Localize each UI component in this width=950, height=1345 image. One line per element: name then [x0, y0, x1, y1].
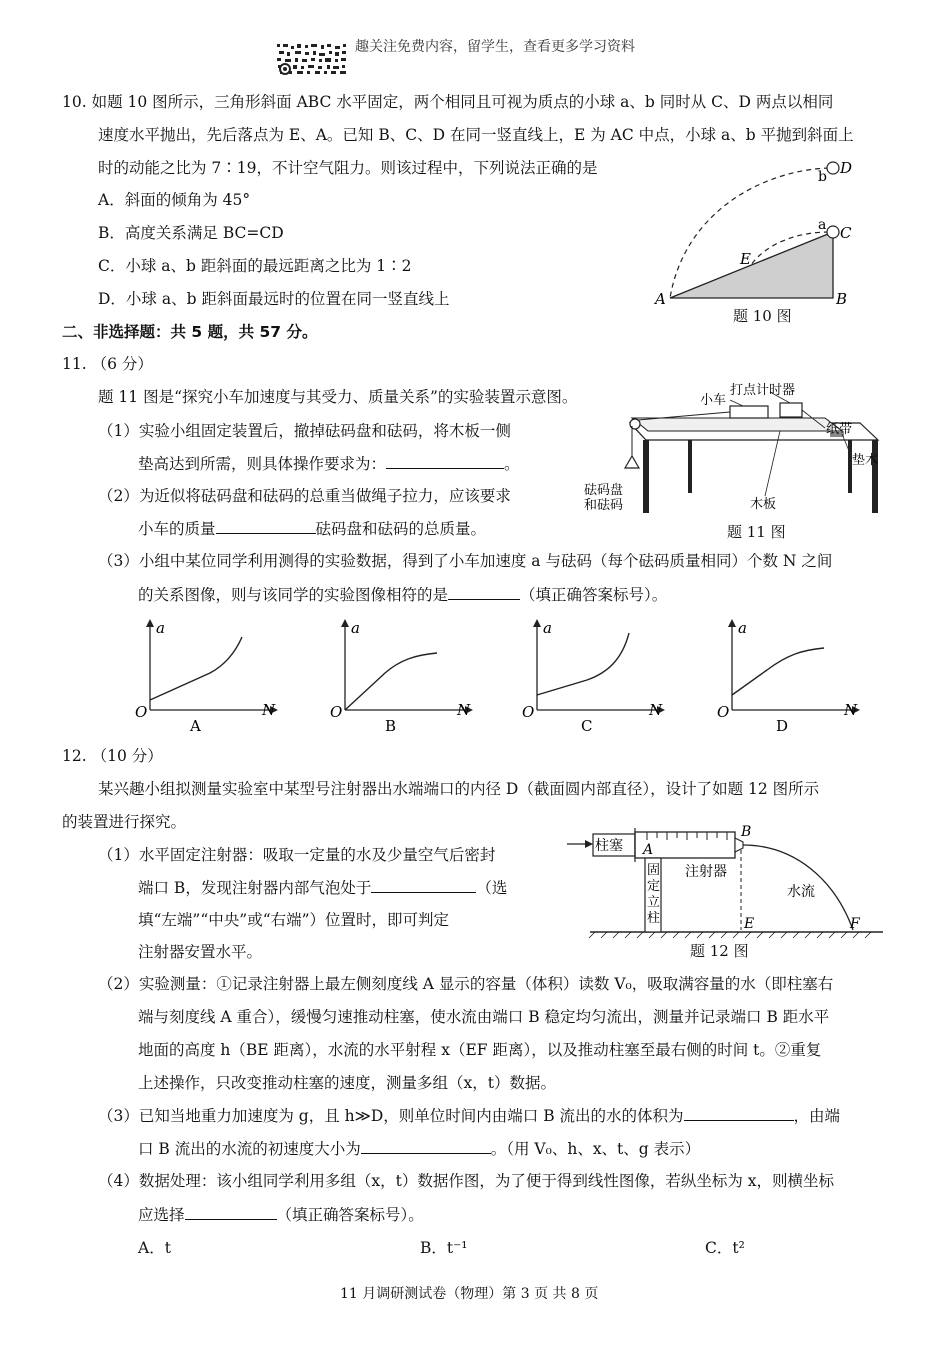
graph-C-origin: O: [522, 703, 535, 721]
q12-figure: [565, 820, 890, 940]
graph-D-xlabel: N: [844, 701, 858, 719]
q11-part3-line-1: （3）小组中某位同学利用测得的实验数据，得到了小车加速度 a 与砝码（每个砝码质量相同）个数 N 之间: [98, 552, 833, 570]
label-D: D: [840, 159, 853, 177]
board: [632, 418, 842, 431]
label-water: 水流: [787, 884, 815, 900]
label-tape: 纸带: [826, 422, 853, 437]
qr-code: [275, 42, 349, 76]
q12-part2-line-4: 上述操作，只改变推动柱塞的速度，测量多组（x，t）数据。: [138, 1074, 556, 1092]
label-E: E: [744, 916, 755, 932]
label-plunger: 柱塞: [595, 838, 623, 854]
incline-triangle: [670, 232, 833, 298]
q11-graph-C: [517, 615, 667, 735]
q11-head: 11. （6 分）: [62, 355, 153, 373]
q12-intro-line-2: 的装置进行探究。: [62, 813, 187, 831]
q12-option-b: B．t⁻¹: [420, 1239, 468, 1257]
q11-intro: 题 11 图是“探究小车加速度与其受力、质量关系”的实验装置示意图。: [98, 388, 578, 406]
q12-part3-line-2: 口 B 流出的水流的初速度大小为 。（用 V₀、h、x、t、g 表示）: [138, 1137, 700, 1160]
label-A: A: [643, 842, 654, 858]
label-pad: 垫木: [852, 453, 879, 468]
ball-a: [827, 226, 839, 238]
q10-stem-line-3: 时的动能之比为 7∶19，不计空气阻力。则该过程中，下列说法正确的是: [98, 159, 598, 177]
q12-head: 12. （10 分）: [62, 747, 163, 765]
cart: [730, 406, 768, 418]
q10-stem-line-2: 速度水平抛出，先后落点为 E、A。已知 B、C、D 在同一竖直线上，E 为 AC 中点，小球 a、b 平抛到斜面上: [98, 126, 854, 144]
q11-figure-caption: 题 11 图: [727, 523, 786, 541]
q12-part2-line-2: 端与刻度线 A 重合），缓慢匀速推动柱塞，使水流由端口 B 稳定均匀流出，测量并记录端口 B 距水平: [138, 1008, 830, 1026]
graph-A-ylabel: a: [156, 619, 165, 637]
label-A: A: [655, 290, 666, 308]
weights: [625, 456, 639, 468]
q12-figure-caption: 题 12 图: [690, 942, 749, 960]
q12-part1-line-2: 端口 B，发现注射器内部气泡处于 （选: [138, 876, 507, 899]
label-a: a: [818, 217, 827, 233]
q12-intro-line-1: 某兴趣小组拟测量实验室中某型号注射器出水端端口的内径 D（截面圆内部直径），设计了如题 12 图所示: [98, 780, 820, 798]
timer: [780, 403, 802, 417]
answer-blank-q12-3[interactable]: [361, 1137, 491, 1154]
label-B: B: [741, 824, 752, 840]
label-E: E: [740, 250, 751, 268]
q10-option-d: D．小球 a、b 距斜面最远时的位置在同一竖直线上: [98, 290, 450, 308]
graph-B-origin: O: [330, 703, 343, 721]
q11-figure: [580, 378, 890, 528]
graph-A-label: A: [190, 717, 201, 735]
q12-part2-line-1: （2）实验测量：①记录注射器上最左侧刻度线 A 显示的容量（体积）读数 V₀，吸取满容量的水（即柱塞右: [98, 975, 834, 993]
q12-part1-line-4: 注射器安置水平。: [138, 943, 263, 961]
graph-C-xlabel: N: [649, 701, 663, 719]
graph-A-origin: O: [135, 703, 148, 721]
q12-part4-line-2: 应选择 （填正确答案标号）。: [138, 1203, 424, 1226]
page-footer: 11 月调研测试卷（物理）第 3 页 共 8 页: [340, 1286, 599, 1302]
answer-blank-q12-2[interactable]: [684, 1104, 794, 1121]
graph-C-ylabel: a: [543, 619, 552, 637]
label-timer: 打点计时器: [730, 383, 796, 398]
q10-option-c: C．小球 a、b 距斜面的最远距离之比为 1∶2: [98, 257, 412, 275]
graph-B-ylabel: a: [351, 619, 360, 637]
label-stand-4: 柱: [647, 911, 661, 926]
q11-part2-line-2: 小车的质量 砝码盘和砝码的总质量。: [138, 517, 486, 540]
q12-part1-line-3: 填“左端”“中央”或“右端”）位置时，即可判定: [138, 911, 450, 929]
q10-figure-caption: 题 10 图: [733, 307, 792, 325]
q10-option-b: B．高度关系满足 BC=CD: [98, 224, 284, 242]
q11-part3-line-2: 的关系图像，则与该同学的实验图像相符的是 （填正确答案标号）。: [138, 583, 667, 606]
q10-figure: [645, 150, 875, 330]
label-weights-1: 砝码盘: [584, 483, 624, 498]
label-cart: 小车: [700, 393, 727, 408]
q12-part3-line-1: （3）已知当地重力加速度为 g，且 h≫D，则单位时间内由端口 B 流出的水的体积为 ，由端: [98, 1104, 840, 1127]
q12-option-c: C．t²: [705, 1239, 745, 1257]
label-board: 木板: [750, 497, 777, 512]
q11-part1-line-2: 垫高达到所需，则具体操作要求为： 。: [138, 452, 520, 475]
graph-A-xlabel: N: [262, 701, 276, 719]
label-stand-3: 立: [647, 895, 661, 910]
graph-B-label: B: [385, 717, 397, 735]
q11-graph-D: [712, 615, 862, 735]
graph-D-origin: O: [717, 703, 730, 721]
q10-option-a: A．斜面的倾角为 45°: [98, 191, 251, 209]
ball-b: [827, 162, 839, 174]
q11-graph-B: [325, 615, 475, 735]
q10-stem-line-1: 10. 如题 10 图所示，三角形斜面 ABC 水平固定，两个相同且可视为质点的小球 a、b 同时从 C、D 两点以相同: [62, 93, 834, 111]
q12-part2-line-3: 地面的高度 h（BE 距离），水流的水平射程 x（EF 距离），以及推动柱塞至最右侧的时间 t。②重复: [138, 1041, 822, 1059]
graph-D-ylabel: a: [738, 619, 747, 637]
answer-blank-q11-2[interactable]: [216, 517, 316, 534]
q11-graph-A: [130, 615, 280, 735]
label-stand-2: 定: [647, 879, 661, 894]
graph-B-xlabel: N: [457, 701, 471, 719]
q11-part2-line-1: （2）为近似将砝码盘和砝码的总重当做绳子拉力，应该要求: [98, 487, 511, 505]
q12-option-a: A．t: [138, 1239, 171, 1257]
answer-blank-q12-1[interactable]: [371, 876, 476, 893]
label-F: F: [850, 916, 860, 932]
label-B: B: [836, 290, 848, 308]
q12-part4-line-1: （4）数据处理：该小组同学利用多组（x，t）数据作图，为了便于得到线性图像，若纵坐标为 x，则横坐标: [98, 1172, 835, 1190]
label-syringe: 注射器: [685, 864, 727, 880]
q11-part1-line-1: （1）实验小组固定装置后，撤掉砝码盘和砝码，将木板一侧: [98, 422, 511, 440]
answer-blank-q12-4[interactable]: [185, 1203, 277, 1220]
section-2-title: 二、非选择题：共 5 题，共 57 分。: [62, 323, 318, 341]
label-weights-2: 和砝码: [584, 498, 624, 513]
answer-blank-q11-3[interactable]: [448, 583, 520, 600]
graph-D-label: D: [776, 717, 789, 735]
label-b: b: [818, 169, 827, 185]
q12-part1-line-1: （1）水平固定注射器：吸取一定量的水及少量空气后密封: [98, 846, 496, 864]
header-text: 趣关注免费内容，留学生，查看更多学习资料: [355, 39, 635, 55]
label-stand-1: 固: [647, 863, 661, 878]
graph-C-label: C: [581, 717, 593, 735]
label-C: C: [840, 224, 852, 242]
answer-blank-q11-1[interactable]: [386, 452, 504, 469]
